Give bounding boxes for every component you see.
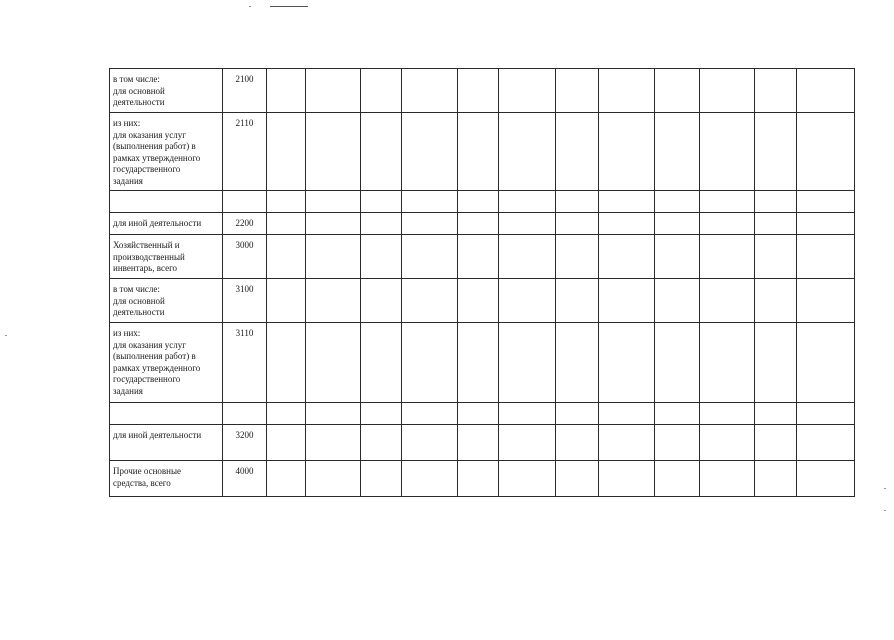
- table-row: [110, 69, 855, 113]
- empty-cell: [458, 113, 499, 191]
- empty-cell: [499, 425, 556, 461]
- empty-cell: [499, 191, 556, 213]
- empty-cell: [556, 113, 599, 191]
- empty-cell: [306, 113, 361, 191]
- row-code: 2110: [223, 113, 267, 191]
- scan-speck: [884, 510, 886, 511]
- empty-cell: [755, 425, 797, 461]
- empty-cell: [797, 279, 855, 323]
- empty-cell: [267, 403, 306, 425]
- empty-cell: [797, 323, 855, 403]
- row-code: 2100: [223, 69, 267, 113]
- row-label: из них: для оказания услуг (выполнения работ) в рамках утвержденного государственного задания: [110, 323, 223, 403]
- empty-cell: [556, 279, 599, 323]
- empty-cell: [797, 461, 855, 497]
- empty-cell: [458, 191, 499, 213]
- scan-speck: [5, 335, 7, 336]
- empty-cell: [499, 323, 556, 403]
- empty-cell: [599, 279, 655, 323]
- table-row: [110, 113, 855, 191]
- empty-cell: [599, 213, 655, 235]
- empty-cell: [361, 213, 402, 235]
- empty-cell: [556, 461, 599, 497]
- empty-cell: [402, 403, 458, 425]
- row-code: 3110: [223, 323, 267, 403]
- empty-cell: [797, 213, 855, 235]
- empty-cell: [499, 403, 556, 425]
- row-code: [223, 191, 267, 213]
- table-row: [110, 191, 855, 213]
- row-label: Хозяйственный и производственный инвентарь, всего: [110, 235, 223, 279]
- empty-cell: [556, 425, 599, 461]
- empty-cell: [599, 461, 655, 497]
- empty-cell: [361, 323, 402, 403]
- empty-cell: [306, 69, 361, 113]
- empty-cell: [755, 213, 797, 235]
- empty-cell: [267, 461, 306, 497]
- empty-cell: [458, 279, 499, 323]
- empty-cell: [361, 235, 402, 279]
- empty-cell: [267, 323, 306, 403]
- empty-cell: [599, 191, 655, 213]
- empty-cell: [306, 323, 361, 403]
- empty-cell: [556, 235, 599, 279]
- empty-cell: [402, 425, 458, 461]
- empty-cell: [402, 69, 458, 113]
- row-label: в том числе: для основной деятельности: [110, 279, 223, 323]
- empty-cell: [402, 191, 458, 213]
- empty-cell: [700, 113, 755, 191]
- empty-cell: [499, 69, 556, 113]
- empty-cell: [655, 279, 700, 323]
- empty-cell: [499, 279, 556, 323]
- empty-cell: [306, 235, 361, 279]
- empty-cell: [700, 69, 755, 113]
- empty-cell: [267, 113, 306, 191]
- empty-cell: [267, 69, 306, 113]
- empty-cell: [499, 213, 556, 235]
- empty-cell: [458, 213, 499, 235]
- empty-cell: [306, 403, 361, 425]
- row-code: 4000: [223, 461, 267, 497]
- scan-speck: [249, 6, 251, 7]
- empty-cell: [458, 323, 499, 403]
- empty-cell: [306, 213, 361, 235]
- table-row: [110, 461, 855, 497]
- empty-cell: [655, 191, 700, 213]
- row-label: для иной деятельности: [110, 425, 223, 461]
- empty-cell: [700, 191, 755, 213]
- row-code: [223, 403, 267, 425]
- empty-cell: [361, 461, 402, 497]
- empty-cell: [797, 191, 855, 213]
- empty-cell: [267, 425, 306, 461]
- empty-cell: [402, 113, 458, 191]
- row-label: из них: для оказания услуг (выполнения работ) в рамках утвержденного государственного задания: [110, 113, 223, 191]
- empty-cell: [700, 461, 755, 497]
- empty-cell: [599, 113, 655, 191]
- empty-cell: [599, 69, 655, 113]
- empty-cell: [797, 235, 855, 279]
- empty-cell: [458, 425, 499, 461]
- row-label: [110, 191, 223, 213]
- empty-cell: [700, 279, 755, 323]
- empty-cell: [556, 403, 599, 425]
- empty-cell: [755, 403, 797, 425]
- empty-cell: [267, 235, 306, 279]
- empty-cell: [599, 323, 655, 403]
- row-label: [110, 403, 223, 425]
- empty-cell: [361, 191, 402, 213]
- empty-cell: [700, 425, 755, 461]
- row-code: 3000: [223, 235, 267, 279]
- table-row: [110, 425, 855, 461]
- table-row: [110, 403, 855, 425]
- empty-cell: [402, 461, 458, 497]
- empty-cell: [402, 213, 458, 235]
- empty-cell: [755, 69, 797, 113]
- empty-cell: [402, 235, 458, 279]
- empty-cell: [655, 461, 700, 497]
- empty-cell: [499, 235, 556, 279]
- empty-cell: [599, 235, 655, 279]
- empty-cell: [458, 235, 499, 279]
- empty-cell: [499, 461, 556, 497]
- empty-cell: [599, 425, 655, 461]
- row-code: 2200: [223, 213, 267, 235]
- empty-cell: [267, 213, 306, 235]
- table-row: [110, 323, 855, 403]
- scan-mark: [270, 6, 308, 7]
- empty-cell: [655, 425, 700, 461]
- empty-cell: [306, 191, 361, 213]
- empty-cell: [655, 69, 700, 113]
- empty-cell: [458, 403, 499, 425]
- empty-cell: [755, 279, 797, 323]
- empty-cell: [797, 403, 855, 425]
- empty-cell: [306, 425, 361, 461]
- empty-cell: [755, 191, 797, 213]
- empty-cell: [361, 69, 402, 113]
- empty-cell: [458, 69, 499, 113]
- empty-cell: [267, 191, 306, 213]
- empty-cell: [755, 461, 797, 497]
- empty-cell: [267, 279, 306, 323]
- empty-cell: [655, 323, 700, 403]
- empty-cell: [655, 113, 700, 191]
- empty-cell: [700, 403, 755, 425]
- empty-cell: [797, 425, 855, 461]
- row-label: Прочие основные средства, всего: [110, 461, 223, 497]
- empty-cell: [700, 235, 755, 279]
- empty-cell: [700, 213, 755, 235]
- empty-cell: [655, 235, 700, 279]
- empty-cell: [361, 425, 402, 461]
- empty-cell: [361, 279, 402, 323]
- empty-cell: [361, 403, 402, 425]
- scan-speck: [884, 488, 886, 489]
- empty-cell: [556, 213, 599, 235]
- empty-cell: [402, 279, 458, 323]
- empty-cell: [306, 461, 361, 497]
- empty-cell: [458, 461, 499, 497]
- row-label: в том числе: для основной деятельности: [110, 69, 223, 113]
- empty-cell: [700, 323, 755, 403]
- empty-cell: [797, 69, 855, 113]
- empty-cell: [755, 113, 797, 191]
- empty-cell: [599, 403, 655, 425]
- empty-cell: [499, 113, 556, 191]
- empty-cell: [556, 323, 599, 403]
- empty-cell: [655, 403, 700, 425]
- empty-cell: [556, 69, 599, 113]
- empty-cell: [361, 113, 402, 191]
- empty-cell: [655, 213, 700, 235]
- empty-cell: [797, 113, 855, 191]
- empty-cell: [402, 323, 458, 403]
- empty-cell: [755, 323, 797, 403]
- row-code: 3200: [223, 425, 267, 461]
- row-label: для иной деятельности: [110, 213, 223, 235]
- empty-cell: [556, 191, 599, 213]
- fixed-assets-table: [109, 68, 855, 497]
- table-row: [110, 213, 855, 235]
- row-code: 3100: [223, 279, 267, 323]
- table-row: [110, 235, 855, 279]
- empty-cell: [306, 279, 361, 323]
- empty-cell: [755, 235, 797, 279]
- table-row: [110, 279, 855, 323]
